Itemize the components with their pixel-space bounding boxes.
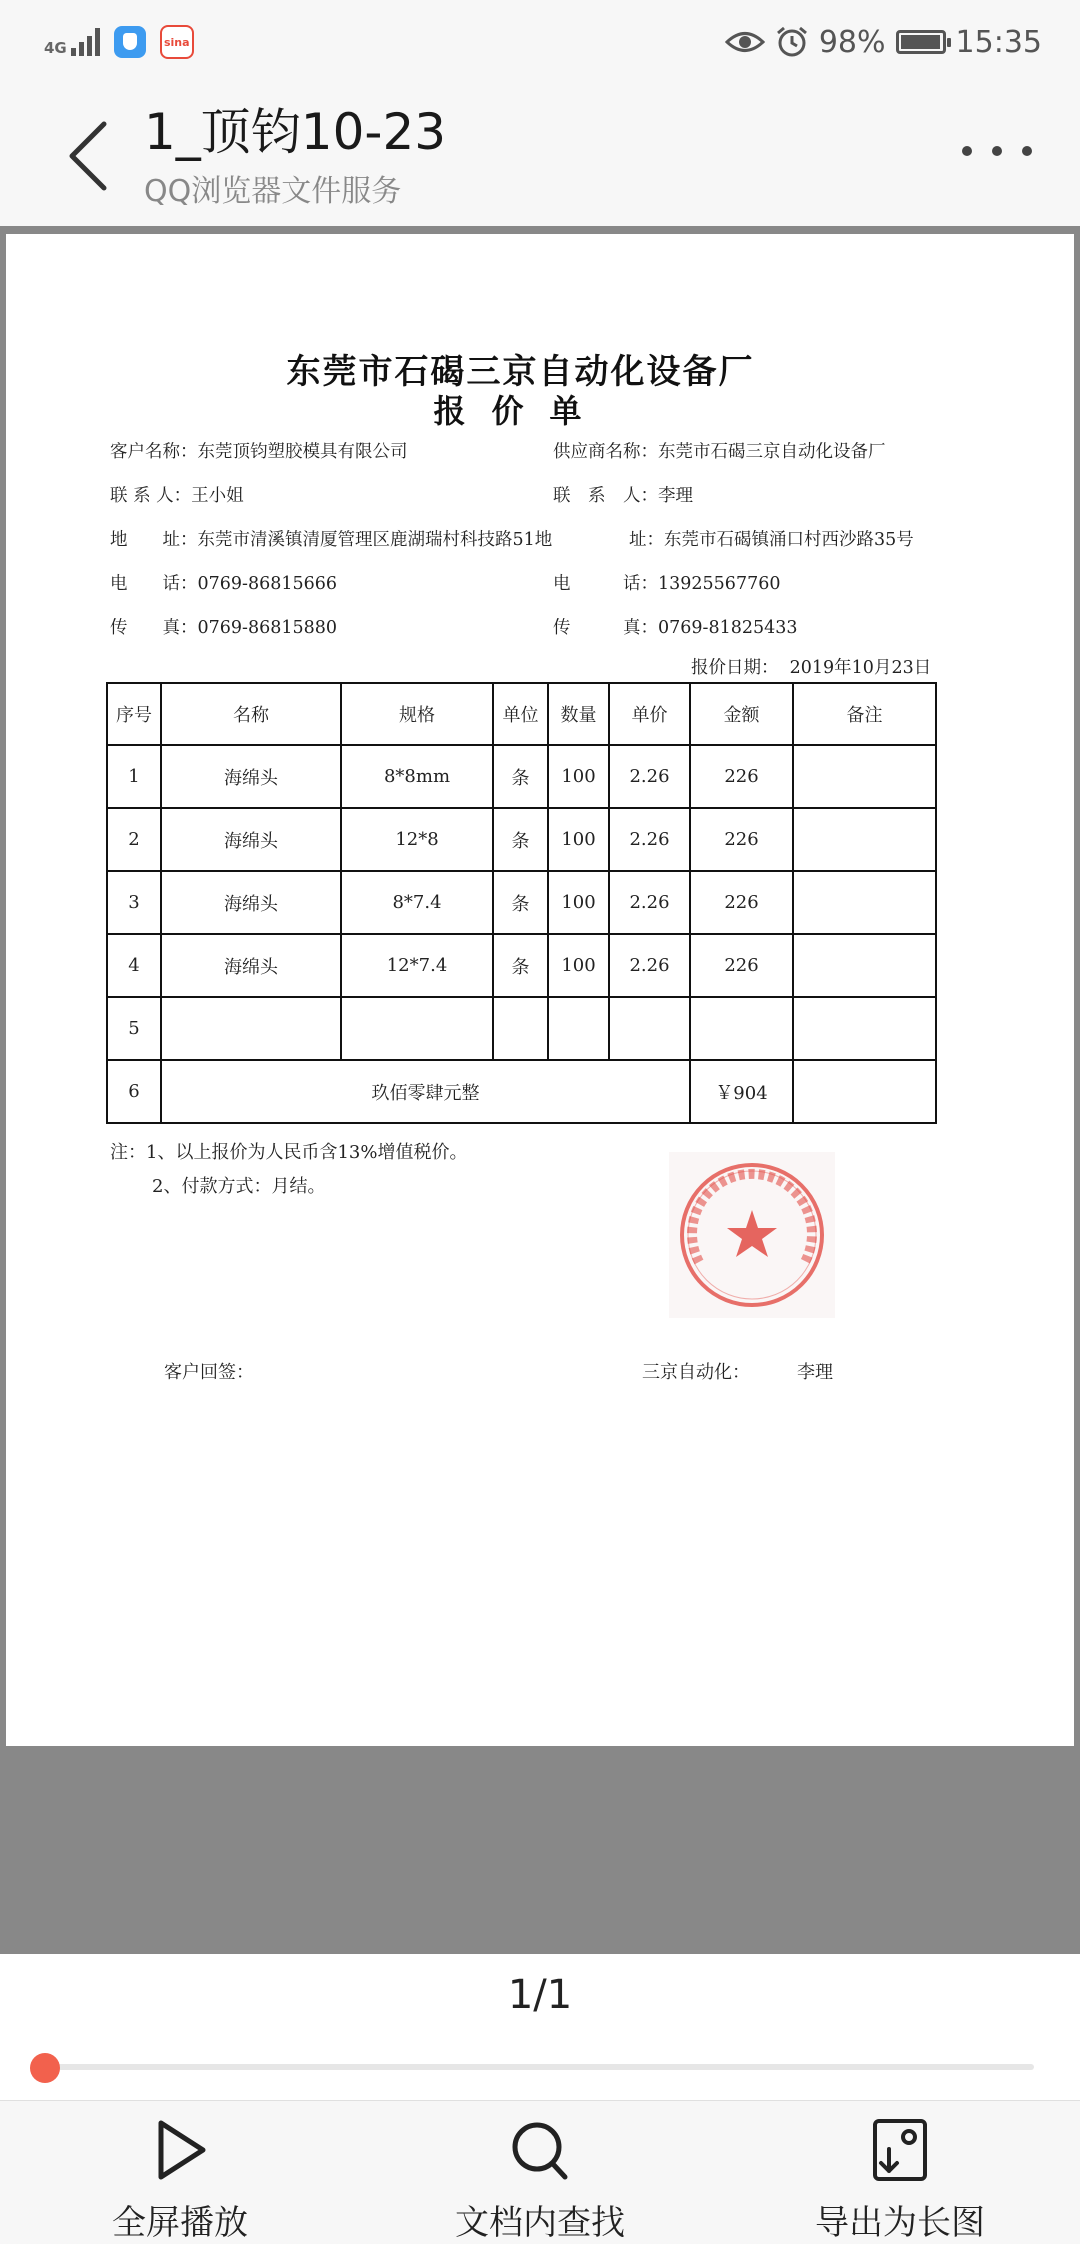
page-indicator: 1/1 bbox=[507, 1972, 573, 2018]
cell-qty: 100 bbox=[548, 934, 609, 997]
cell-unit: 条 bbox=[493, 808, 548, 871]
file-service-label: QQ浏览器文件服务 bbox=[144, 174, 402, 209]
cell-remark bbox=[793, 808, 936, 871]
search-icon bbox=[507, 2115, 573, 2185]
fax-left-value: 0769-86815880 bbox=[197, 618, 338, 638]
col-header-name: 名称 bbox=[161, 683, 341, 745]
customer-row bbox=[110, 438, 408, 463]
col-header-unit: 单位 bbox=[493, 683, 548, 745]
note-line-2: 2、付款方式：月结。 bbox=[152, 1176, 326, 1197]
table-row bbox=[107, 808, 936, 871]
contact-right-row bbox=[553, 482, 693, 507]
quote-date-value: 2019年10月23日 bbox=[789, 658, 932, 678]
fax-right-row bbox=[553, 614, 798, 639]
status-left bbox=[44, 22, 194, 62]
cell-unit: 条 bbox=[493, 871, 548, 934]
cell-unit: 条 bbox=[493, 745, 548, 808]
cell-spec: 12*8 bbox=[341, 808, 493, 871]
cell-amount: 226 bbox=[690, 745, 793, 808]
phone-left-value: 0769-86815666 bbox=[197, 574, 338, 594]
page-progress-track[interactable] bbox=[44, 2064, 1034, 2070]
network-type: 4G bbox=[44, 39, 67, 57]
cell-remark bbox=[793, 871, 936, 934]
more-dot-icon bbox=[992, 146, 1002, 156]
cell-unit: 条 bbox=[493, 934, 548, 997]
table-row bbox=[107, 745, 936, 808]
cell-remark bbox=[793, 997, 936, 1060]
customer-value: 东莞顶钧塑胶模具有限公司 bbox=[197, 442, 408, 462]
cell-qty bbox=[548, 997, 609, 1060]
more-dot-icon bbox=[962, 146, 972, 156]
address-left-row bbox=[110, 526, 552, 551]
cell-amount: 226 bbox=[690, 871, 793, 934]
cell-no: 4 bbox=[107, 934, 161, 997]
col-header-qty: 数量 bbox=[548, 683, 609, 745]
find-in-document-button[interactable] bbox=[410, 2115, 670, 2243]
shield-app-icon bbox=[114, 26, 146, 58]
status-right bbox=[725, 20, 1042, 64]
cell-price: 2.26 bbox=[609, 871, 690, 934]
cell-amount: 226 bbox=[690, 934, 793, 997]
cell-name bbox=[161, 997, 341, 1060]
phone-right-label: 电 话： bbox=[553, 574, 658, 594]
cell-no: 3 bbox=[107, 871, 161, 934]
cell-spec: 8*8mm bbox=[341, 745, 493, 808]
document-page bbox=[6, 234, 1074, 1746]
cell-qty: 100 bbox=[548, 745, 609, 808]
cell-no: 6 bbox=[107, 1060, 161, 1123]
cell-remark bbox=[793, 745, 936, 808]
address-left-label: 地 址： bbox=[110, 530, 198, 550]
more-dot-icon bbox=[1022, 146, 1032, 156]
seal-icon bbox=[669, 1152, 835, 1318]
more-options-button[interactable] bbox=[962, 136, 1032, 166]
supplier-sign-name: 李理 bbox=[797, 1362, 833, 1383]
cell-name: 海绵头 bbox=[161, 808, 341, 871]
customer-sign-label: 客户回签： bbox=[164, 1362, 254, 1383]
document-viewer[interactable] bbox=[0, 226, 1080, 1954]
cell-unit bbox=[493, 997, 548, 1060]
table-row bbox=[107, 934, 936, 997]
table-total-row bbox=[107, 1060, 936, 1123]
phone-left-row bbox=[110, 570, 337, 595]
clock-time: 15:35 bbox=[955, 24, 1042, 60]
fax-right-label: 传 真： bbox=[553, 618, 658, 638]
contact-right-value: 李理 bbox=[658, 486, 693, 506]
quote-table bbox=[106, 682, 937, 1124]
fax-left-label: 传 真： bbox=[110, 618, 198, 638]
cell-no: 5 bbox=[107, 997, 161, 1060]
address-right-row bbox=[629, 526, 939, 551]
cell-name: 海绵头 bbox=[161, 871, 341, 934]
cell-price: 2.26 bbox=[609, 745, 690, 808]
fax-right-value: 0769-81825433 bbox=[658, 618, 798, 638]
cell-spec: 12*7.4 bbox=[341, 934, 493, 997]
company-seal bbox=[669, 1152, 835, 1318]
find-in-document-label: 文档内查找 bbox=[455, 2203, 625, 2243]
quote-date-row bbox=[691, 654, 931, 679]
supplier-row bbox=[553, 438, 886, 463]
doc-type-title: 报价单 bbox=[433, 392, 608, 430]
table-row bbox=[107, 871, 936, 934]
page-progress-knob[interactable] bbox=[30, 2053, 60, 2083]
cell-amount: 226 bbox=[690, 808, 793, 871]
supplier-label: 供应商名称： bbox=[553, 442, 658, 462]
phone-left-label: 电 话： bbox=[110, 574, 198, 594]
total-amount-words: 玖佰零肆元整 bbox=[161, 1060, 690, 1123]
cell-remark bbox=[793, 1060, 936, 1123]
fax-left-row bbox=[110, 614, 337, 639]
address-left-value: 东莞市清溪镇清厦管理区鹿湖瑞村科技路51地 bbox=[197, 530, 553, 550]
supplier-value: 东莞市石碣三京自动化设备厂 bbox=[658, 442, 886, 462]
back-button[interactable] bbox=[60, 114, 130, 194]
table-header-row bbox=[107, 683, 936, 745]
export-image-icon bbox=[867, 2115, 933, 2185]
company-title: 东莞市石碣三京自动化设备厂 bbox=[286, 352, 755, 392]
fullscreen-play-label: 全屏播放 bbox=[112, 2203, 248, 2243]
cell-remark bbox=[793, 934, 936, 997]
status-bar bbox=[0, 0, 1080, 84]
cell-name: 海绵头 bbox=[161, 934, 341, 997]
file-title: 1_顶钧10-23 bbox=[144, 103, 447, 161]
cell-price: 2.26 bbox=[609, 808, 690, 871]
app-header bbox=[0, 84, 1080, 226]
alarm-icon bbox=[775, 25, 809, 59]
cell-spec: 8*7.4 bbox=[341, 871, 493, 934]
cell-amount bbox=[690, 997, 793, 1060]
fullscreen-play-button[interactable] bbox=[50, 2115, 310, 2243]
cell-price bbox=[609, 997, 690, 1060]
export-long-image-label: 导出为长图 bbox=[815, 2203, 985, 2243]
contact-right-label: 联 系 人： bbox=[553, 486, 658, 506]
cell-qty: 100 bbox=[548, 871, 609, 934]
contact-left-value: 王小姐 bbox=[191, 486, 244, 506]
bottom-toolbar bbox=[0, 2100, 1080, 2244]
col-header-spec: 规格 bbox=[341, 683, 493, 745]
cell-name: 海绵头 bbox=[161, 745, 341, 808]
cell-qty: 100 bbox=[548, 808, 609, 871]
table-row bbox=[107, 997, 936, 1060]
eye-icon bbox=[725, 27, 765, 57]
chevron-left-icon bbox=[60, 114, 130, 194]
sina-app-icon: sina bbox=[160, 25, 194, 59]
signal-icon bbox=[44, 28, 100, 56]
col-header-remark: 备注 bbox=[793, 683, 936, 745]
play-icon bbox=[147, 2115, 213, 2185]
col-header-price: 单价 bbox=[609, 683, 690, 745]
total-amount: ￥904 bbox=[690, 1060, 793, 1123]
cell-price: 2.26 bbox=[609, 934, 690, 997]
customer-label: 客户名称： bbox=[110, 442, 198, 462]
col-header-amount: 金额 bbox=[690, 683, 793, 745]
address-right-value: 东莞市石碣镇涌口村西沙路35号 bbox=[664, 530, 914, 550]
export-long-image-button[interactable] bbox=[770, 2115, 1030, 2243]
quote-date-label: 报价日期： bbox=[691, 658, 779, 678]
pager-area bbox=[0, 1954, 1080, 2100]
phone-right-row bbox=[553, 570, 780, 595]
cell-no: 2 bbox=[107, 808, 161, 871]
note-line-1: 注：1、以上报价为人民币含13%增值税价。 bbox=[110, 1142, 468, 1163]
battery-percent: 98% bbox=[818, 24, 886, 60]
cell-spec bbox=[341, 997, 493, 1060]
cell-no: 1 bbox=[107, 745, 161, 808]
col-header-no: 序号 bbox=[107, 683, 161, 745]
battery-icon bbox=[896, 30, 946, 54]
supplier-sign-label: 三京自动化： bbox=[642, 1362, 750, 1383]
phone-right-value: 13925567760 bbox=[658, 574, 781, 594]
contact-left-row bbox=[110, 482, 244, 507]
address-right-label: 址： bbox=[629, 530, 664, 550]
contact-left-label: 联 系 人： bbox=[110, 486, 192, 506]
